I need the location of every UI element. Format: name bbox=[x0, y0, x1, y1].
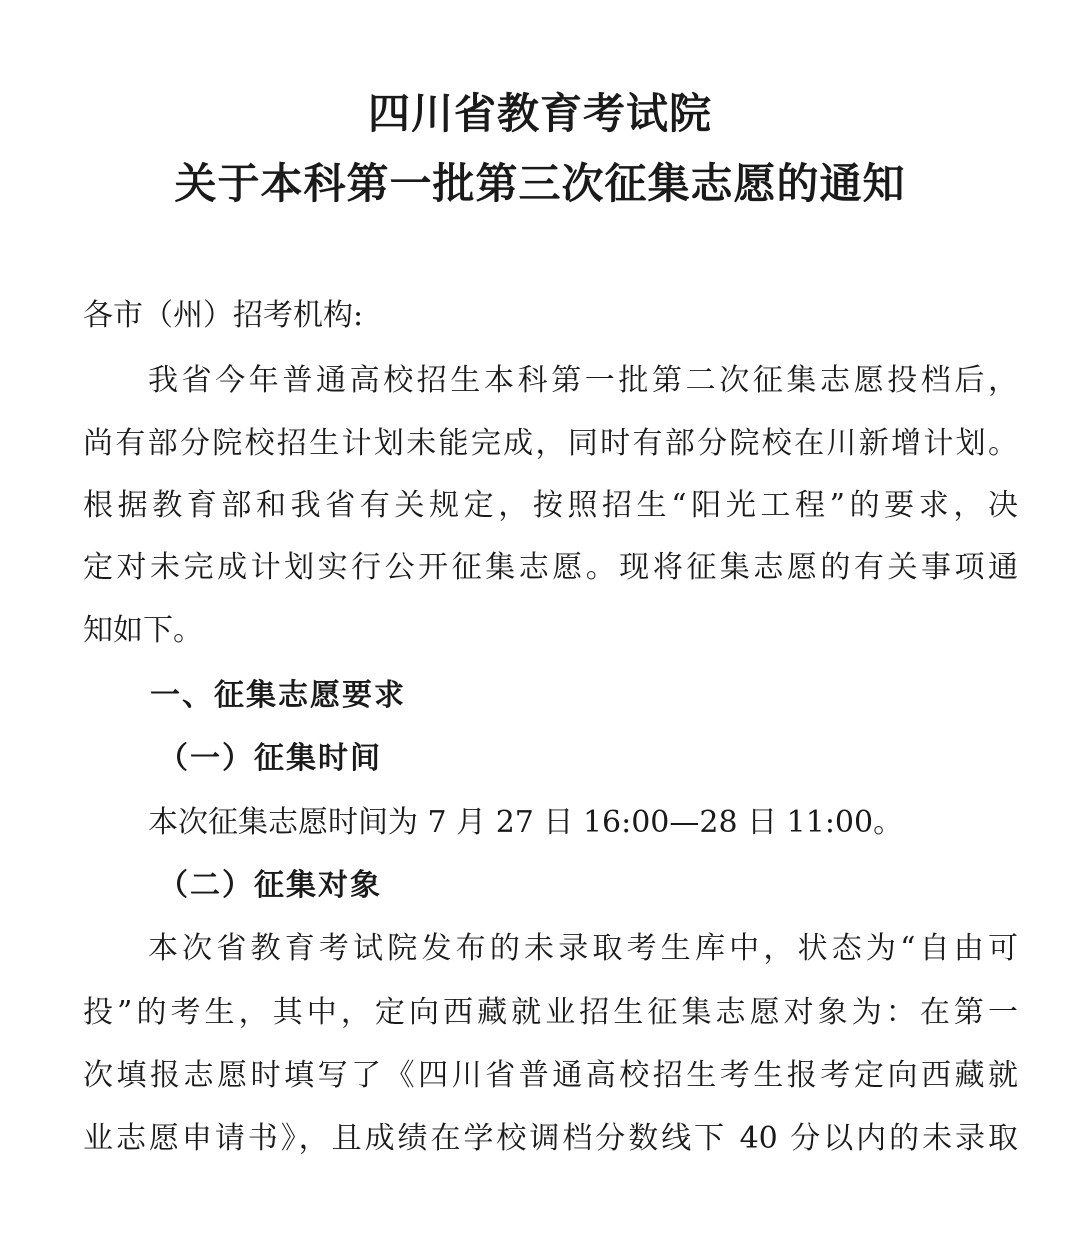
intro-line-2: 尚有部分院校招生计划未能完成，同时有部分院校在川新增计划。 bbox=[83, 426, 1018, 461]
subsection-2-line-1: 本次省教育考试院发布的未录取考生库中，状态为“自由可 bbox=[148, 931, 1018, 966]
intro-line-1: 我省今年普通高校招生本科第一批第二次征集志愿投档后， bbox=[148, 363, 1018, 398]
salutation: 各市（州）招考机构: bbox=[83, 298, 364, 333]
subsection-1-text: 本次征集志愿时间为 7 月 27 日 16:00—28 日 11:00。 bbox=[148, 805, 904, 840]
subsection-2-line-3: 次填报志愿时填写了《四川省普通高校招生考生报考定向西藏就 bbox=[83, 1058, 1018, 1093]
section-1-heading: 一、征集志愿要求 bbox=[150, 678, 406, 713]
intro-line-4: 定对未完成计划实行公开征集志愿。现将征集志愿的有关事项通 bbox=[83, 550, 1018, 585]
subsection-1-heading: （一）征集时间 bbox=[158, 741, 382, 776]
document-title-line-1: 四川省教育考试院 bbox=[367, 89, 712, 138]
subsection-2-line-2: 投”的考生，其中，定向西藏就业招生征集志愿对象为：在第一 bbox=[83, 995, 1018, 1030]
subsection-2-line-4: 业志愿申请书》，且成绩在学校调档分数线下 40 分以内的未录取 bbox=[83, 1121, 1018, 1156]
document-title-line-2: 关于本科第一批第三次征集志愿的通知 bbox=[174, 159, 906, 208]
intro-line-3: 根据教育部和我省有关规定，按照招生“阳光工程”的要求，决 bbox=[83, 488, 1018, 523]
intro-line-5: 知如下。 bbox=[83, 613, 203, 648]
subsection-2-heading: （二）征集对象 bbox=[158, 868, 382, 903]
